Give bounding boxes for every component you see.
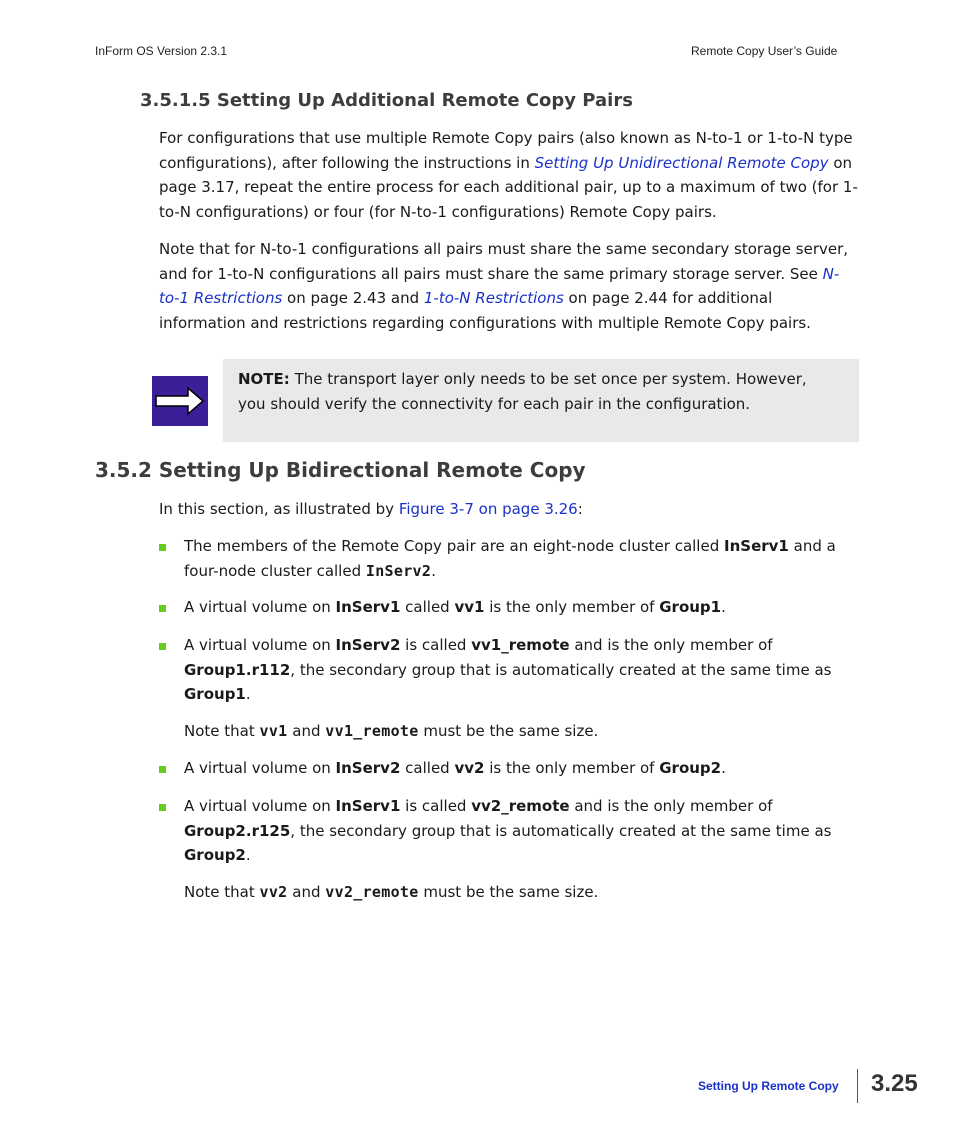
note-text: NOTE: The transport layer only needs to be set once per system. However, you should verify the connectivity for each pair in the configuration. [238, 370, 807, 413]
list-item: A virtual volume on InServ1 called vv1 is the only member of Group1. [184, 598, 726, 616]
note-icon [152, 376, 208, 426]
bullet-marker [159, 766, 166, 773]
bullet-marker [159, 643, 166, 650]
header-right: Remote Copy User’s Guide [691, 44, 838, 58]
header-left: InForm OS Version 2.3.1 [95, 44, 228, 58]
list-item: A virtual volume on InServ1 is called vv2_remote and is the only member of Group2.r125, the secondary group that is automatically created at the same time as Group2. [184, 797, 832, 865]
link-figure-3-7[interactable]: Figure 3-7 on page 3.26 [398, 500, 578, 518]
footer-section-title: Setting Up Remote Copy [698, 1079, 839, 1093]
paragraph-restrictions: Note that for N-to-1 configurations all pairs must share the same secondary storage server, and for 1-to-N configurations all pairs must share the same primary storage server. See N-to-1 Restrictions on page 2.43 and 1-to-N Restrictions on page 2.44 for additional information and restrictions regarding configurations with multiple Remote Copy pairs. [159, 240, 849, 332]
paragraph-section-intro: In this section, as illustrated by Figure 3-7 on page 3.26: [159, 500, 583, 518]
bullet-marker [159, 804, 166, 811]
size-note-vv1: Note that vv1 and vv1_remote must be the same size. [184, 722, 599, 740]
list-item: A virtual volume on InServ2 is called vv1_remote and is the only member of Group1.r112, the secondary group that is automatically created at the same time as Group1. [184, 636, 832, 704]
section-heading-352: 3.5.2 Setting Up Bidirectional Remote Copy [95, 458, 586, 482]
paragraph-pairs-intro: For configurations that use multiple Remote Copy pairs (also known as N-to-1 or 1-to-N type configurations), after following the instructions in Setting Up Unidirectional Remote Copy on page 3.17, repeat the entire process for each additional pair, up to a maximum of two (for 1-to-N configurations) or four (for N-to-1 configurations) Remote Copy pairs. [159, 129, 858, 221]
list-item: The members of the Remote Copy pair are an eight-node cluster called InServ1 and a four-node cluster called InServ2. [184, 537, 836, 580]
right-arrow-icon [152, 376, 208, 426]
footer-divider [857, 1069, 858, 1103]
link-1-to-n-restrictions[interactable]: 1-to-N Restrictions [423, 289, 564, 308]
section-heading-3515: 3.5.1.5 Setting Up Additional Remote Copy Pairs [140, 90, 633, 111]
bullet-marker [159, 605, 166, 612]
list-item: A virtual volume on InServ2 called vv2 is the only member of Group2. [184, 759, 726, 777]
link-unidirectional[interactable]: Setting Up Unidirectional Remote Copy [534, 153, 829, 172]
note-box [223, 359, 859, 442]
bullet-marker [159, 544, 166, 551]
size-note-vv2: Note that vv2 and vv2_remote must be the same size. [184, 883, 599, 901]
page-number: 3.25 [871, 1070, 918, 1097]
note-label: NOTE: [238, 370, 290, 388]
link-n-to-1-restrictions[interactable]: N-to-1 Restrictions [159, 264, 840, 308]
